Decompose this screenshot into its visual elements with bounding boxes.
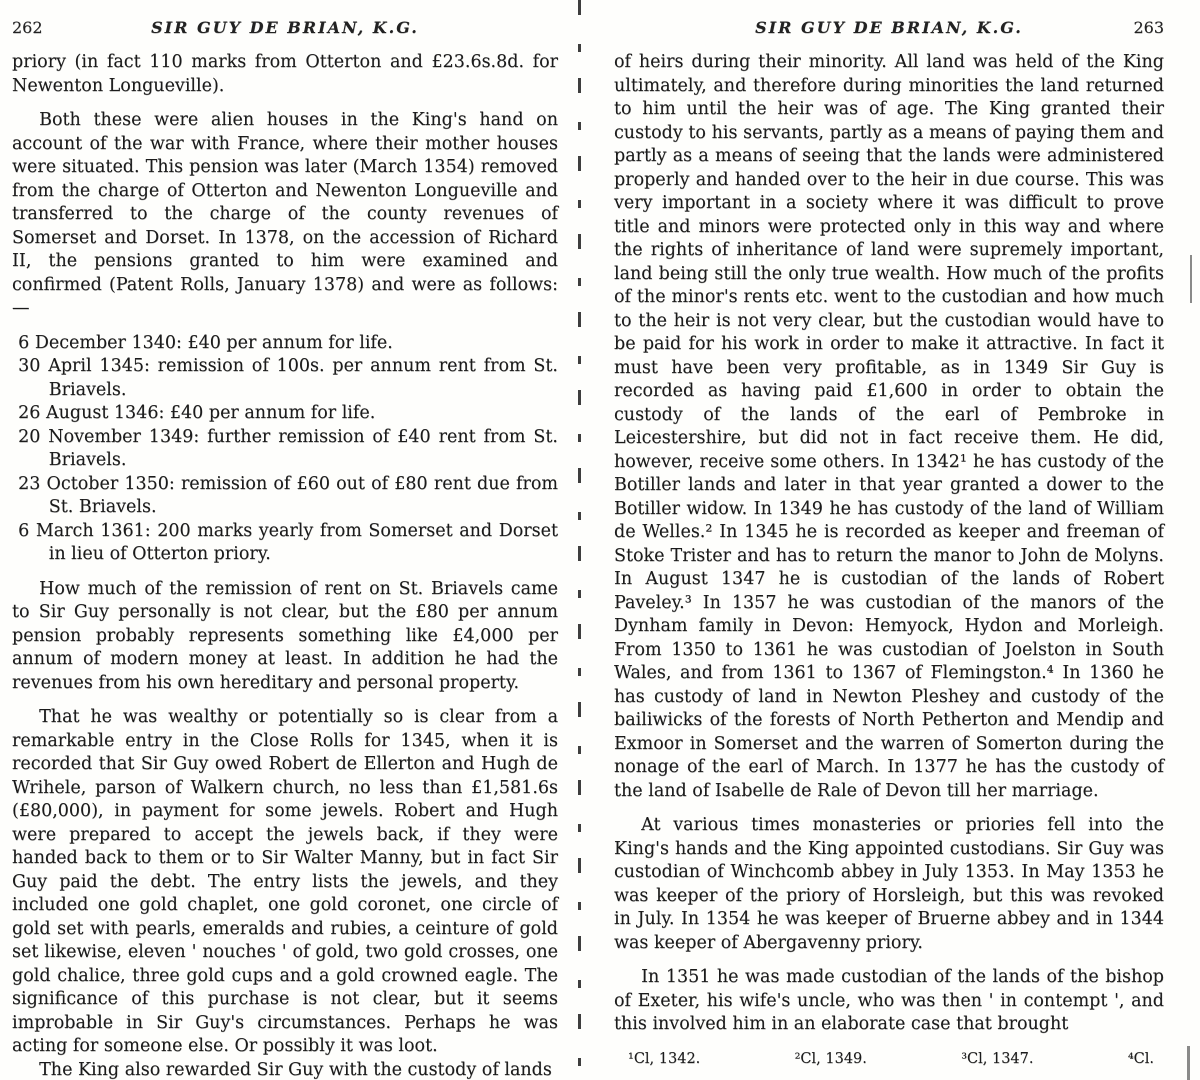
paragraph-wealth-jewels: That he was wealthy or potentially so is clear from a remarkable entry in the Close Rolls for 1345, when it is recorded that Sir Guy owed Robert de Ellerton and Hugh de Wrihele, parson of Walkern church, no less than £1,581.6s (£80,000), in payment for some jewels. Robert and Hugh were prepared to accept the jewels back, if they were handed back to them or to Sir Walter Manny, but in fact Sir Guy paid the debt. The entry lists the jewels, and they included one gold chaplet, one gold coronet, one circle of gold set with pearls, emeralds and rubies, a ceinture of gold set likewise, eleven ' nouches ' of gold, two gold crosses, one gold chalice, three gold cups and a gold crowned eagle. The significance of this purchase is not clear, but it seems improbable in Sir Guy's circumstances. Perhaps he was acting for someone else. Or possibly it was loot. [12, 707, 558, 1056]
page-body-right [614, 51, 1164, 1037]
pension-item: 23 October 1350: remission of £60 out of £80 rent due from St. Briavels. [18, 473, 558, 517]
footnote: ¹Cl, 1342. [628, 1050, 701, 1067]
page-header-left [12, 18, 558, 37]
page-header-right [614, 18, 1164, 37]
footnotes-row [614, 1051, 1164, 1067]
footnote: ³Cl, 1347. [961, 1050, 1034, 1067]
paragraph-alien-houses: Both these were alien houses in the King's hand on account of the war with France, where their mother houses were situated. This pension was later (March 1354) removed from the charge of Otterton and Newenton Longueville and transferred to the charge of the county revenues of Somerset and Dorset. In 1378, on the accession of Richard II, the pensions granted to him were examined and confirmed (Patent Rolls, January 1378) and were as follows:— [12, 110, 558, 318]
page-number-right: 263 [1133, 18, 1164, 37]
scan-artifact [1190, 255, 1192, 303]
paragraph-king-custody: The King also rewarded Sir Guy with the custody of lands [39, 1059, 552, 1080]
paragraph-monasteries: At various times monasteries or priories fell into the King's hands and the King appointed custodians. Sir Guy was custodian of Winchcomb abbey in July 1353. In May 1353 he was keeper of the priory of Horsleigh, but this was revoked in July. In 1354 he was keeper of Bruerne abbey and in 1344 was keeper of Abergavenny priory. [614, 815, 1164, 953]
page-gutter-line [578, 0, 581, 1080]
running-title-left: SIR GUY DE BRIAN, K.G. [151, 18, 419, 37]
paragraph-remission: How much of the remission of rent on St. Briavels came to Sir Guy personally is not clear, but the £80 per annum pension probably represents something like £4,000 per annum of modern money at least. In addition he had the revenues from his own hereditary and personal property. [12, 578, 558, 693]
pension-item: 6 December 1340: £40 per annum for life. [18, 332, 393, 353]
pension-item: 20 November 1349: further remission of £40 rent from St. Briavels. [18, 426, 558, 470]
pension-item: 30 April 1345: remission of 100s. per annum rent from St. Briavels. [18, 356, 558, 400]
page-right [596, 0, 1200, 1080]
page-left [0, 0, 576, 1080]
paragraph-priory: priory (in fact 110 marks from Otterton and £23.6s.8d. for Newenton Longueville). [12, 52, 558, 96]
pension-item: 26 August 1346: £40 per annum for life. [18, 403, 376, 423]
scan-artifact [1187, 1046, 1190, 1080]
footnote: ⁴Cl. [1127, 1050, 1154, 1067]
paragraph-bishop-exeter: In 1351 he was made custodian of the lands of the bishop of Exeter, his wife's uncle, who was then ' in contempt ', and this involved him in an elaborate case that brought [614, 967, 1164, 1034]
footnote: ²Cl, 1349. [794, 1050, 867, 1067]
page-number-left: 262 [12, 18, 43, 37]
running-title-right: SIR GUY DE BRIAN, K.G. [755, 18, 1023, 37]
page-body-left [12, 51, 558, 1080]
pension-list [12, 332, 558, 567]
paragraph-heirs-minority: of heirs during their minority. All land was held of the King ultimately, and therefore during minorities the land returned to him until the heir was of age. The King granted their custody to his servants, partly as a means of paying them and partly as a means of seeing that the lands were administered properly and handed over to the heir in due course. This was very important in a society where it was difficult to prove title and minors were protected only in this way and where the rights of inheritance of land were supremely important, land being still the only true wealth. How much of the profits of the minor's rents etc. went to the custodian and how much to the heir is not very clear, but the custodian would have to be paid for his work in order to make it attractive. In fact it must have been very profitable, as in 1349 Sir Guy is recorded as having paid £1,600 in order to obtain the custody of the lands of the earl of Pembroke in Leicestershire, but did not in fact receive them. He did, however, receive some others. In 1342¹ he has custody of the Botiller lands and later in that year granted a dower to the Botiller widow. In 1349 he has custody of the land of William de Welles.² In 1345 he is recorded as keeper and freeman of Stoke Trister and has to return the manor to John de Molyns. In August 1347 he is custodian of the lands of Robert Paveley.³ In 1357 he was custodian of the manors of the Dynham family in Devon: Hemyock, Hydon and Morleigh. From 1350 to 1361 he was custodian of Joelston in South Wales, and from 1361 to 1367 of Flemingston.⁴ In 1360 he has custody of land in Newton Pleshey and custody of the bailiwicks of the forests of North Petherton and Mendip and Exmoor in Somerset and the warren of Somerton during the nonage of the earl of March. In 1377 he has the custody of the land of Isabelle de Rale of Devon till her marriage. [614, 52, 1164, 801]
pension-item: 6 March 1361: 200 marks yearly from Somerset and Dorset in lieu of Otterton priory. [18, 520, 558, 564]
